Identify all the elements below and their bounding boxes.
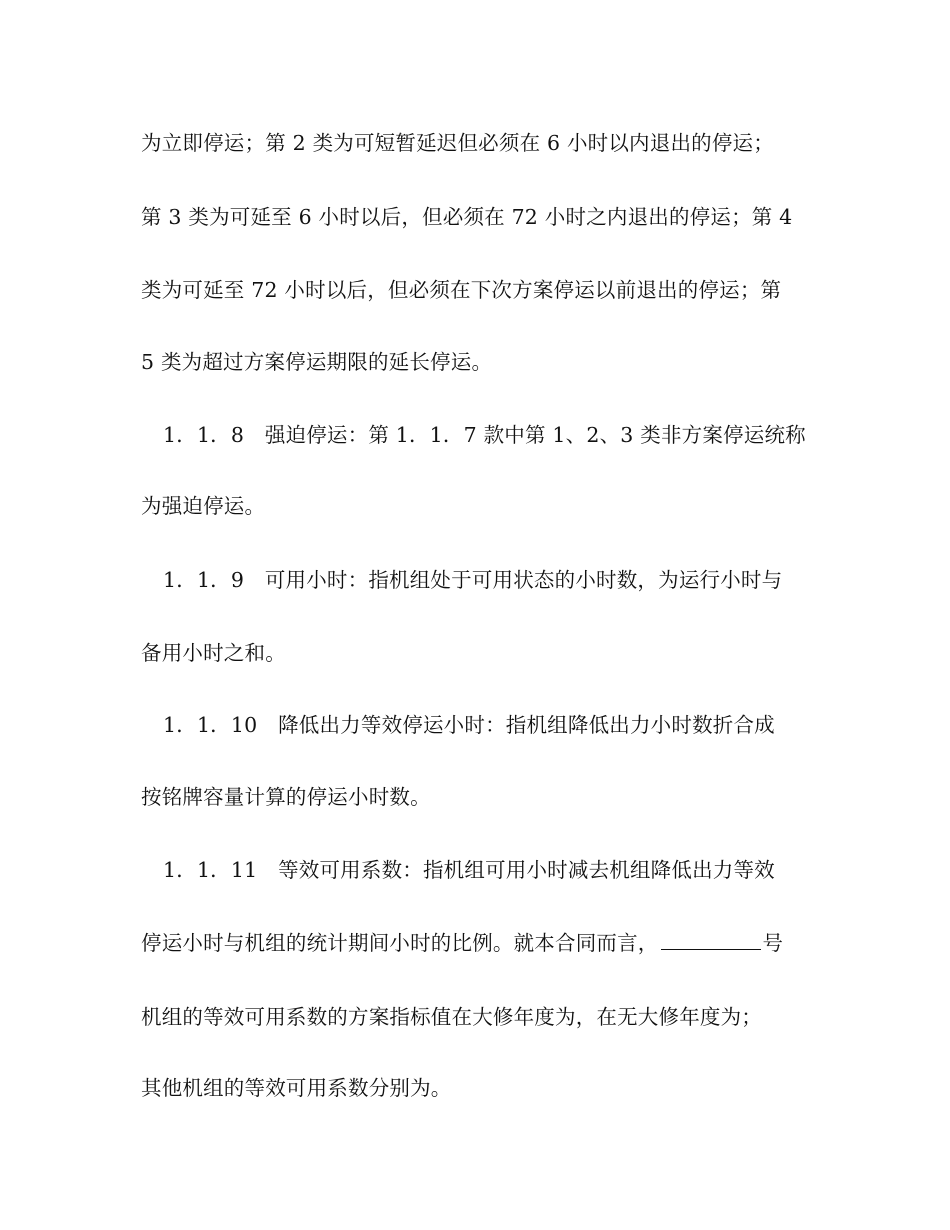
text-line: 按铭牌容量计算的停运小时数。: [141, 785, 431, 809]
text-before-blank: 停运小时与机组的统计期间小时的比例。就本合同而言，: [141, 931, 659, 955]
text-line: 第 3 类为可延至 6 小时以后，但必须在 72 小时之内退出的停运；第 4: [141, 205, 793, 229]
text-line: 备用小时之和。: [141, 641, 286, 665]
fill-in-blank[interactable]: [661, 931, 761, 950]
clause-1-1-11: 1．1．11 等效可用系数：指机组可用小时减去机组降低出力等效: [163, 858, 775, 882]
text-line: 机组的等效可用系数的方案指标值在大修年度为，在无大修年度为；: [141, 1005, 762, 1029]
text-line: 为强迫停运。: [141, 494, 266, 518]
clause-1-1-10: 1．1．10 降低出力等效停运小时：指机组降低出力小时数折合成: [163, 713, 775, 737]
text-line: 类为可延至 72 小时以后，但必须在下次方案停运以前退出的停运；第: [141, 278, 782, 302]
clause-1-1-8: 1．1．8 强迫停运：第 1．1．7 款中第 1、2、3 类非方案停运统称: [163, 423, 806, 447]
text-line: 其他机组的等效可用系数分别为。: [141, 1076, 452, 1100]
text-line-with-blank: [141, 929, 821, 957]
text-line: 为立即停运；第 2 类为可短暂延迟但必须在 6 小时以内退出的停运；: [141, 131, 774, 155]
clause-1-1-9: 1．1．9 可用小时：指机组处于可用状态的小时数，为运行小时与: [163, 568, 783, 592]
text-line: 5 类为超过方案停运期限的延长停运。: [141, 350, 493, 374]
text-after-blank: 号: [762, 931, 784, 955]
